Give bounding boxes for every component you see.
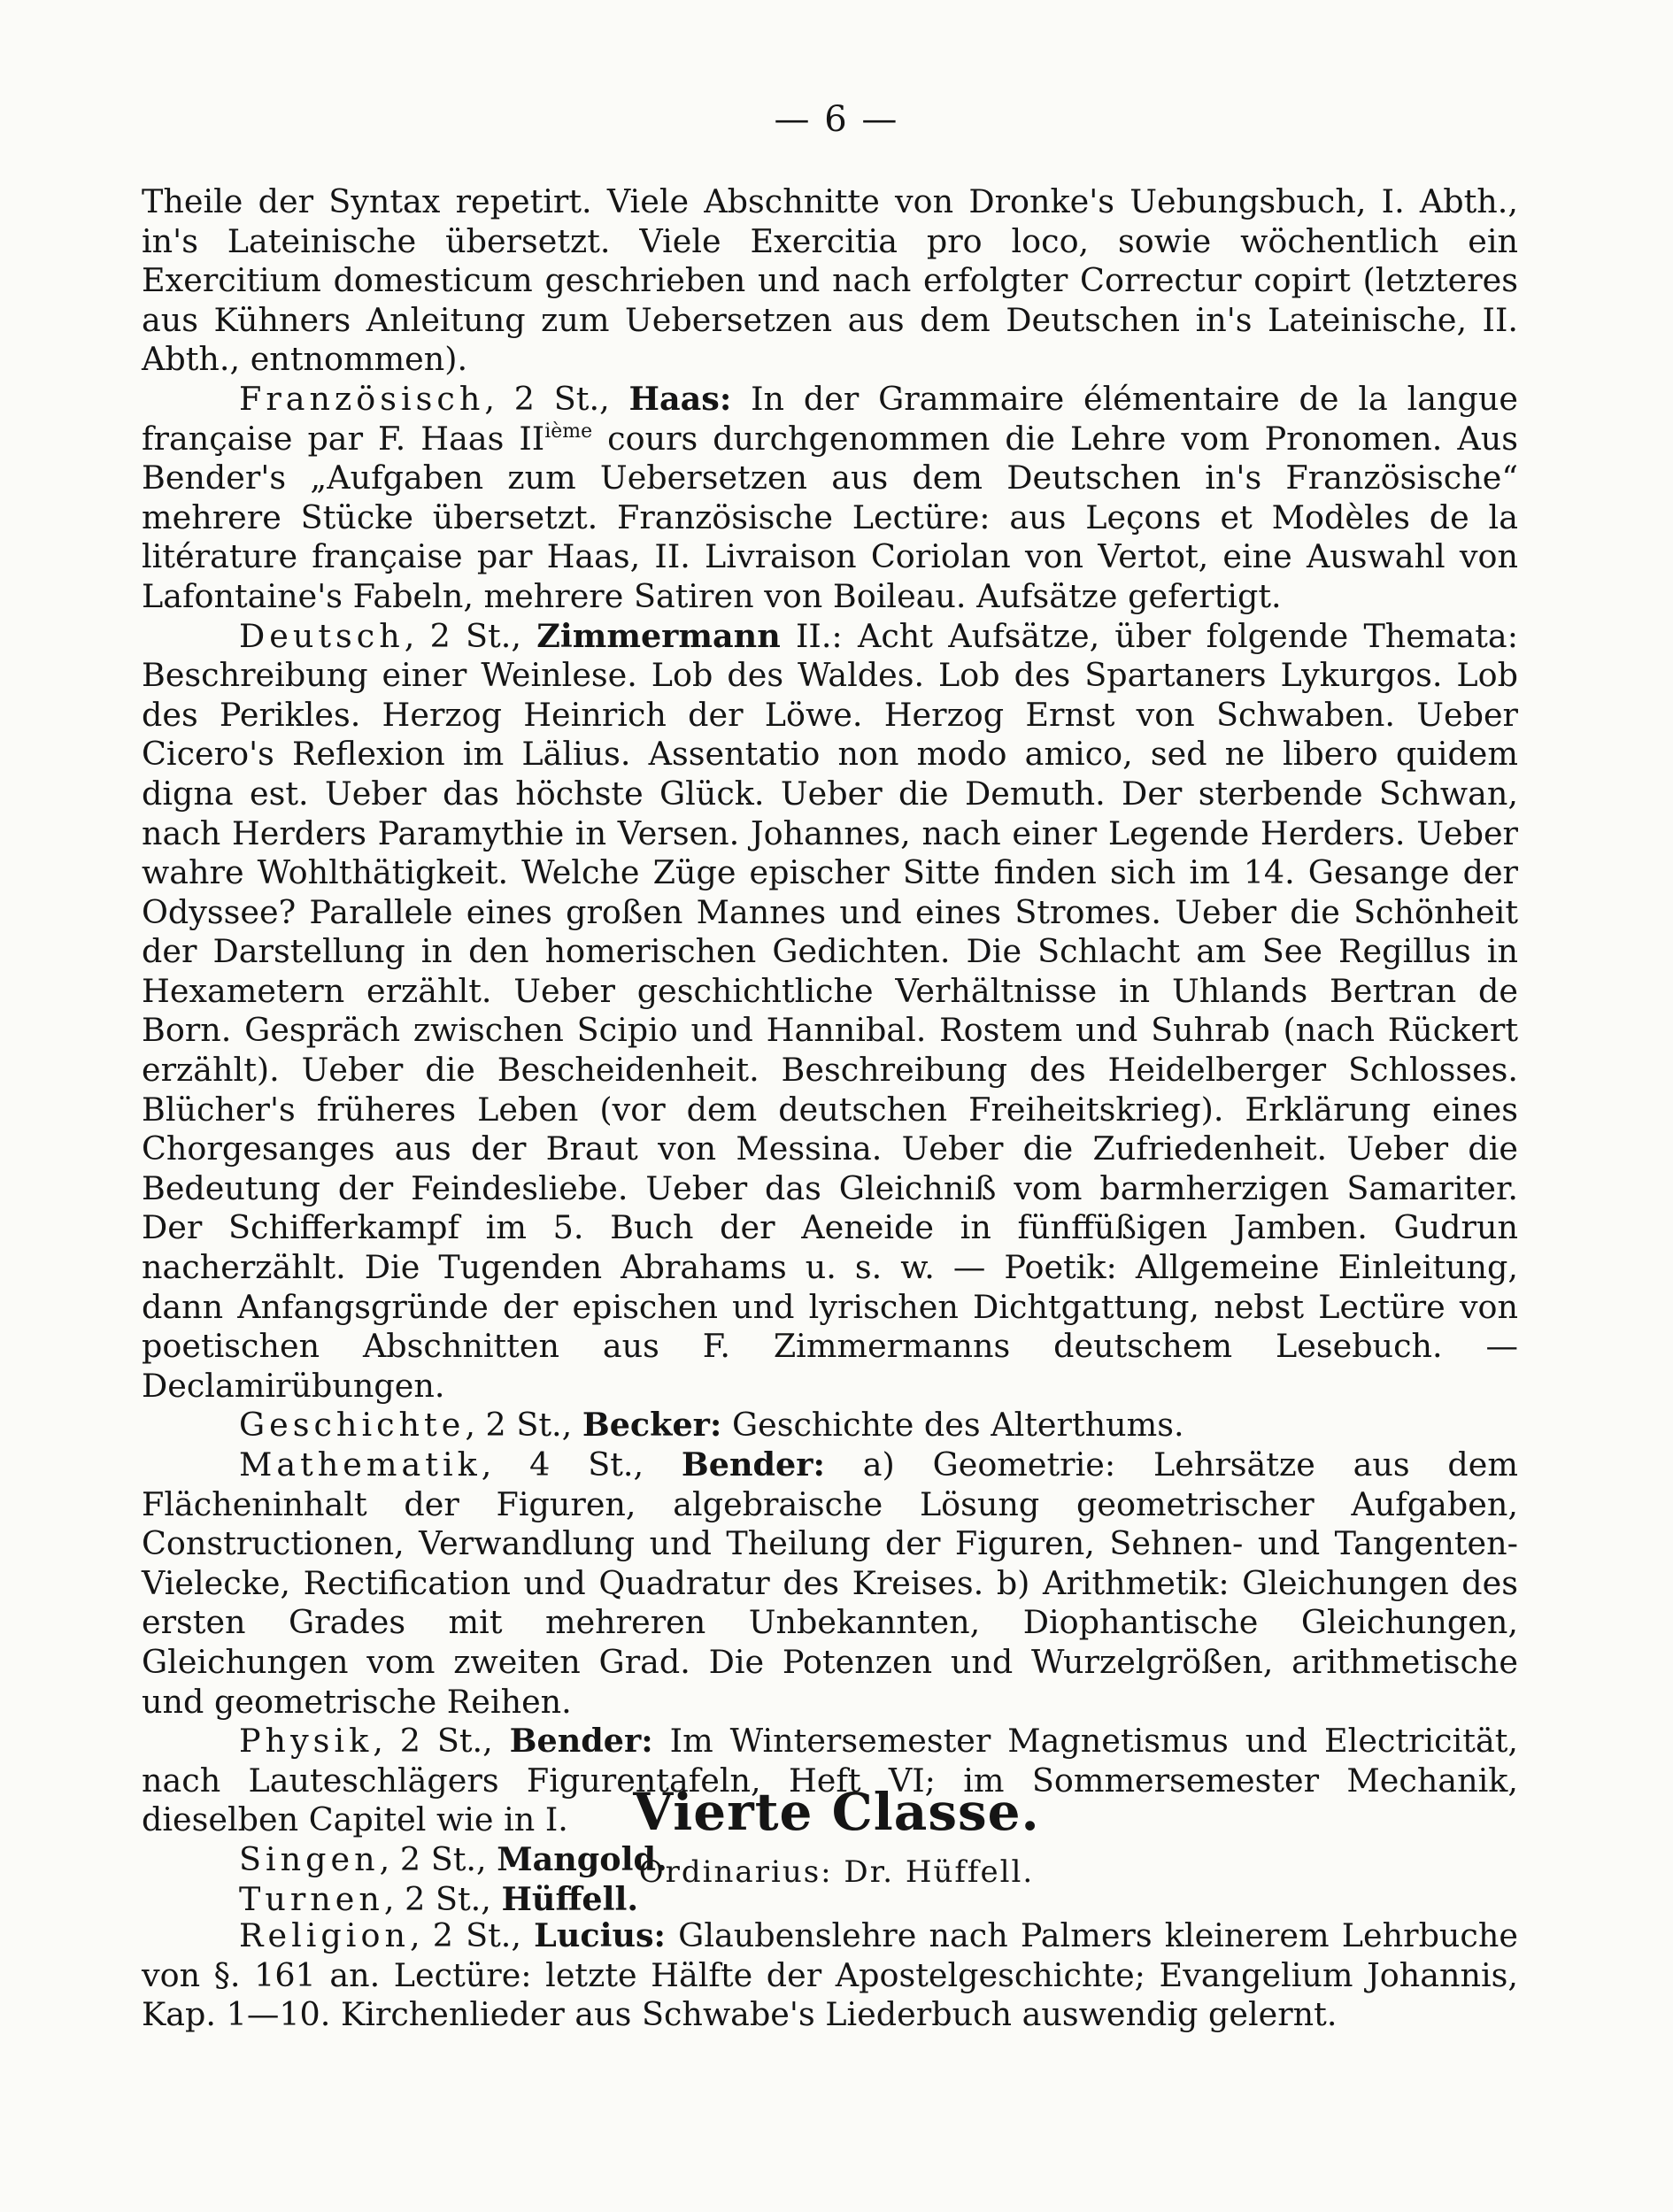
subject-hours: , 2 St., [404, 616, 537, 655]
teacher-name: Lucius: [534, 1916, 667, 1954]
teacher-name: Zimmermann [536, 616, 781, 655]
paragraph-text: cours durchgenommen die Lehre vom Pronomen. Aus Bender's „Aufgaben zum Uebersetzen aus dem Deutschen in's Französische“ mehrere Stücke übersetzt. Französische Lectüre: aus Leçons et Modèles de la litérature française par Haas, II. Livraison Coriolan von Vertot, eine Auswahl von Lafontaine's Fabeln, mehrere Satiren von Boileau. Aufsätze gefertigt. [142, 419, 1518, 615]
subject-hours: , 2 St., [465, 1406, 582, 1445]
subject-hours: , 2 St., [409, 1916, 535, 1954]
body-text-top [142, 182, 1518, 1919]
subject-name: Physik [239, 1722, 374, 1761]
paragraph-franzoesisch [142, 380, 1518, 617]
paragraph-text: Theile der Syntax repetirt. Viele Abschnitte von Dronke's Uebungsbuch, I. Abth., in's Lateinische übersetzt. Viele Exercitia pro loco, sowie wöchentlich ein Exercitium domesticum geschrieben und nach erfolgter Correctur copirt (letzteres aus Kühners Anleitung zum Uebersetzen aus dem Deutschen in's Lateinische, II. Abth., entnommen). [142, 182, 1518, 379]
subject-name: Geschichte [239, 1406, 466, 1445]
body-text-bottom [142, 1916, 1518, 2035]
teacher-name: Haas: [628, 379, 732, 418]
subject-name: Mathematik [239, 1445, 482, 1484]
paragraph-text: Im Wintersemester Magnetismus und Electricität, nach Lauteschlägers Figurentafeln, Heft VI; im Sommersemester Mechanik, dieselben Capitel wie in I. [142, 1722, 1518, 1839]
teacher-name: Bender: [681, 1445, 825, 1484]
subject-name: Religion [239, 1916, 410, 1954]
ordinarius-line: Ordinarius: Dr. Hüffell. [638, 1854, 1035, 1890]
paragraph-text: In der Grammaire élémentaire de la langue française par F. Haas II [142, 379, 1518, 458]
paragraph-latin-continuation [142, 182, 1518, 380]
subject-name: Französisch [239, 379, 485, 418]
subject-name: Singen [239, 1839, 380, 1878]
section-heading: Vierte Classe. [633, 1782, 1040, 1842]
paragraph-deutsch [142, 617, 1518, 1407]
subject-name: Turnen [239, 1879, 384, 1918]
paragraph-text: a) Geometrie: Lehrsätze aus dem Flächeninhalt der Figuren, algebraische Lösung geometrischer Aufgaben, Constructionen, Verwandlung und Theilung der Figuren, Sehnen- und Tangenten-Vielecke, Rectification und Quadratur des Kreises. b) Arithmetik: Gleichungen des ersten Grades mit mehreren Unbekannten, Diophantische Gleichungen, Gleichungen vom zweiten Grad. Die Potenzen und Wurzelgrößen, arithmetische und geometrische Reihen. [142, 1445, 1518, 1721]
teacher-name: Mangold. [497, 1839, 667, 1878]
paragraph-text: Glaubenslehre nach Palmers kleinerem Lehrbuche von §. 161 an. Lectüre: letzte Hälfte der Apostelgeschichte; Evangelium Johannis, Kap. 1—10. Kirchenlieder aus Schwabe's Liederbuch auswendig gelernt. [142, 1916, 1518, 2034]
teacher-name: Hüffell. [501, 1879, 639, 1918]
superscript-text: ième [544, 420, 593, 443]
subject-name: Deutsch [239, 616, 405, 655]
paragraph-text: Geschichte des Alterthums. [721, 1406, 1184, 1445]
paragraph-religion [142, 1916, 1518, 2035]
teacher-name: Bender: [509, 1722, 653, 1761]
teacher-name: Becker: [582, 1406, 722, 1445]
page-number: — 6 — [774, 99, 899, 140]
subject-hours: , 2 St., [373, 1722, 510, 1761]
paragraph-text: II.: Acht Aufsätze, über folgende Themata: Beschreibung einer Weinlese. Lob des Waldes. Lob des Spartaners Lykurgos. Lob des Perikles. Herzog Heinrich der Löwe. Herzog Ernst von Schwaben. Ueber Cicero's Reflexion im Lälius. Assentatio non modo amico, sed ne libero quidem digna est. Ueber das höchste Glück. Ueber die Demuth. Der sterbende Schwan, nach Herders Paramythie in Versen. Johannes, nach einer Legende Herders. Ueber wahre Wohlthätigkeit. Welche Züge epischer Sitte finden sich im 14. Gesange der Odyssee? Parallele eines großen Mannes und eines Stromes. Ueber die Schönheit der Darstellung in den homerischen Gedichten. Die Schlacht am See Regillus in Hexametern erzählt. Ueber geschichtliche Verhältnisse in Uhlands Bertran de Born. Gespräch zwischen Scipio und Hannibal. Rostem und Suhrab (nach Rückert erzählt). Ueber die Bescheidenheit. Beschreibung des Heidelberger Schlosses. Blücher's früheres Leben (vor dem deutschen Freiheitskrieg). Erklärung eines Chorgesanges aus der Braut von Messina. Ueber die Zufriedenheit. Ueber die Bedeutung der Feindesliebe. Ueber das Gleichniß vom barmherzigen Samariter. Der Schifferkampf im 5. Buch der Aeneide in fünffüßigen Jamben. Gudrun nacherzählt. Die Tugenden Abrahams u. s. w. — Poetik: Allgemeine Einleitung, dann Anfangsgründe der epischen und lyrischen Dichtgattung, nebst Lectüre von poetischen Abschnitten aus F. Zimmermanns deutschem Lesebuch. — Declamirübungen. [142, 616, 1518, 1405]
subject-hours: , 2 St., [379, 1839, 497, 1878]
subject-hours: , 4 St., [481, 1445, 682, 1484]
subject-hours: , 2 St., [484, 379, 629, 418]
paragraph-mathematik [142, 1445, 1518, 1722]
subject-hours: , 2 St., [383, 1879, 502, 1918]
paragraph-geschichte [142, 1406, 1518, 1445]
